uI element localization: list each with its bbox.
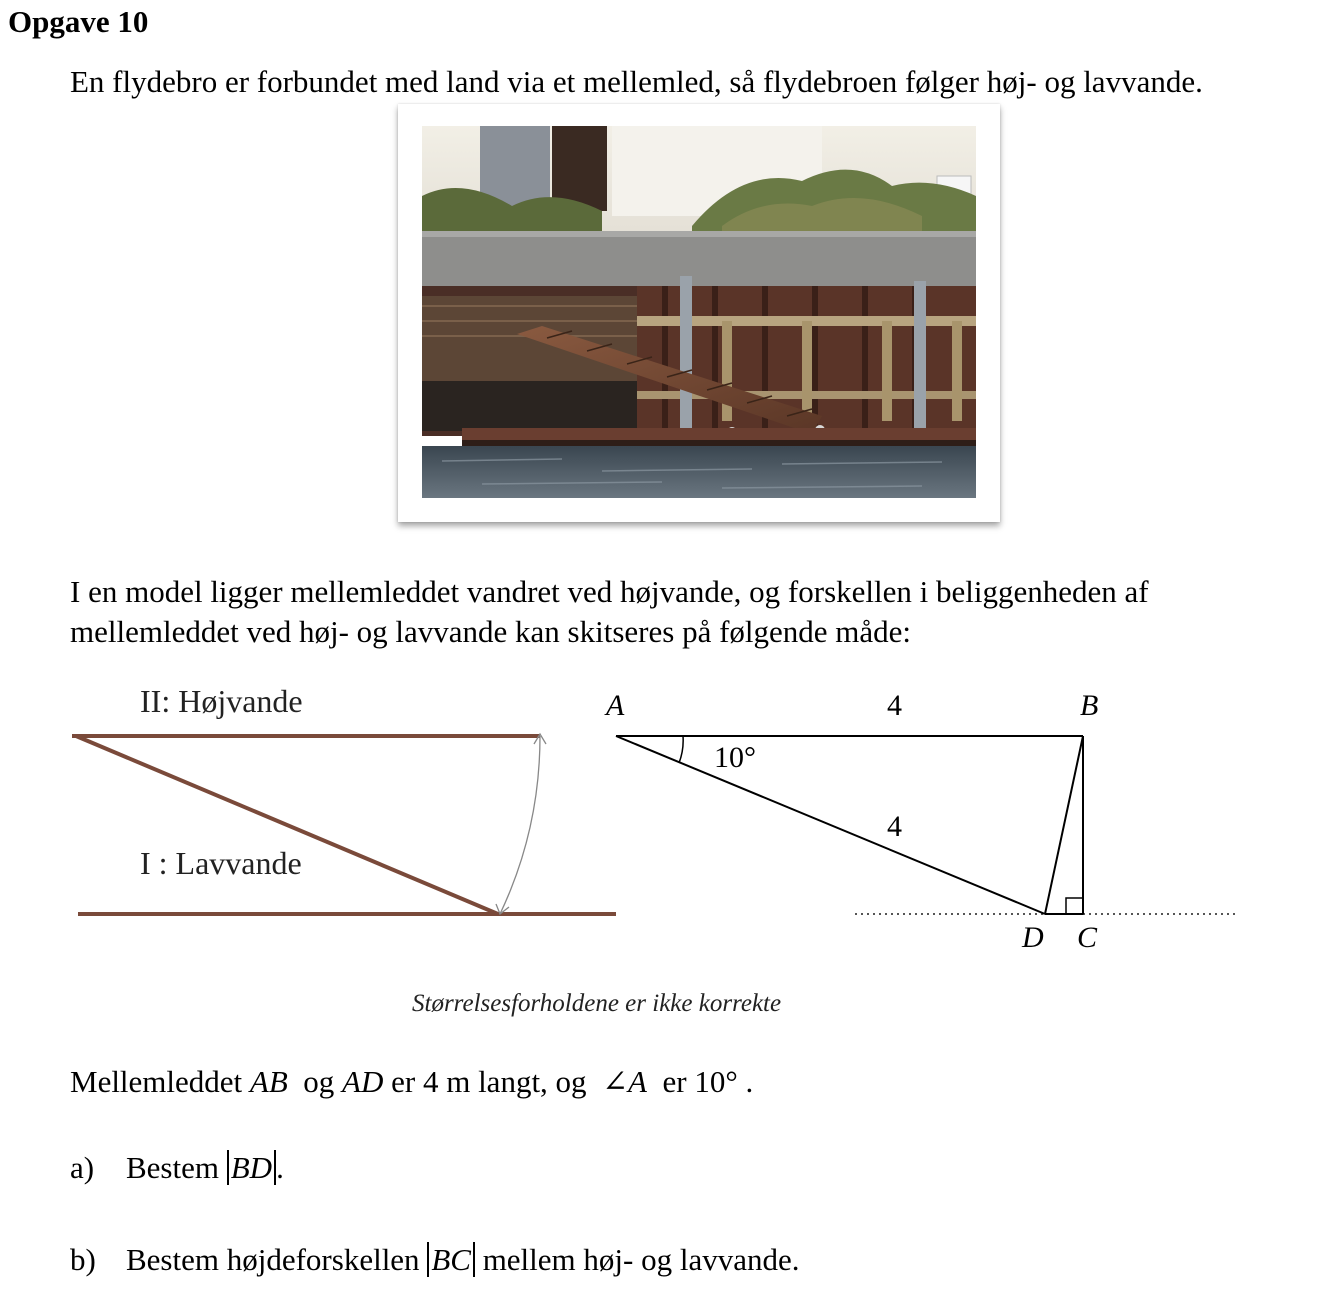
given-statement xyxy=(70,1062,753,1102)
label-high-water: II: Højvande xyxy=(140,683,303,719)
question-b-text: Bestem højdeforskellen xyxy=(126,1242,428,1277)
question-b-segment: BC xyxy=(427,1242,475,1277)
question-a xyxy=(70,1148,284,1188)
intro-text: En flydebro er forbundet med land via et mellemled, så flydebroen følger høj- og lavvande. xyxy=(70,64,1203,99)
question-a-text: Bestem xyxy=(126,1150,227,1185)
given-text-1: Mellemleddet xyxy=(70,1064,250,1099)
question-b xyxy=(70,1240,799,1280)
right-angle-marker xyxy=(1066,898,1083,914)
question-a-label: a) xyxy=(70,1150,95,1185)
angle-A-label: 10° xyxy=(714,741,756,774)
triangle-figure xyxy=(604,689,1235,954)
given-segment-ad: AD xyxy=(342,1064,384,1099)
question-a-segment: BD xyxy=(227,1150,276,1185)
point-D-label: D xyxy=(1022,921,1044,954)
angle-arc-A xyxy=(679,736,683,763)
question-b-label: b) xyxy=(70,1242,96,1277)
length-AB-label: 4 xyxy=(887,689,902,722)
point-B-label: B xyxy=(1080,689,1099,722)
tide-figure xyxy=(72,683,616,914)
label-low-water: I : Lavvande xyxy=(140,845,302,881)
point-C-label: C xyxy=(1077,921,1098,954)
swing-arc xyxy=(500,736,540,914)
given-segment-ab: AB xyxy=(249,1064,288,1099)
segment-AD xyxy=(616,736,1045,914)
given-text-3: er 4 m langt, og xyxy=(383,1064,603,1099)
point-A-label: A xyxy=(606,689,625,722)
floating-dock-photo xyxy=(422,126,976,498)
given-text-4: er 10° . xyxy=(646,1064,754,1099)
bridge-low-water xyxy=(76,736,498,914)
given-angle: ∠A xyxy=(602,1064,647,1099)
given-text-2: og xyxy=(287,1064,343,1099)
question-a-end: . xyxy=(276,1150,284,1185)
figure-caption: Størrelsesforholdene er ikke korrekte xyxy=(412,990,782,1017)
model-text-line-1: I en model ligger mellemleddet vandret ved højvande, og forskellen i beliggenheden af xyxy=(70,574,1149,609)
photo-frame xyxy=(398,104,1000,522)
length-AD-label: 4 xyxy=(887,810,902,843)
question-b-end: mellem høj- og lavvande. xyxy=(474,1242,800,1277)
segment-BD xyxy=(1045,736,1083,914)
model-text-line-2: mellemleddet ved høj- og lavvande kan skitseres på følgende måde: xyxy=(70,614,912,649)
diagram-area xyxy=(0,660,1321,960)
task-title: Opgave 10 xyxy=(8,4,149,39)
